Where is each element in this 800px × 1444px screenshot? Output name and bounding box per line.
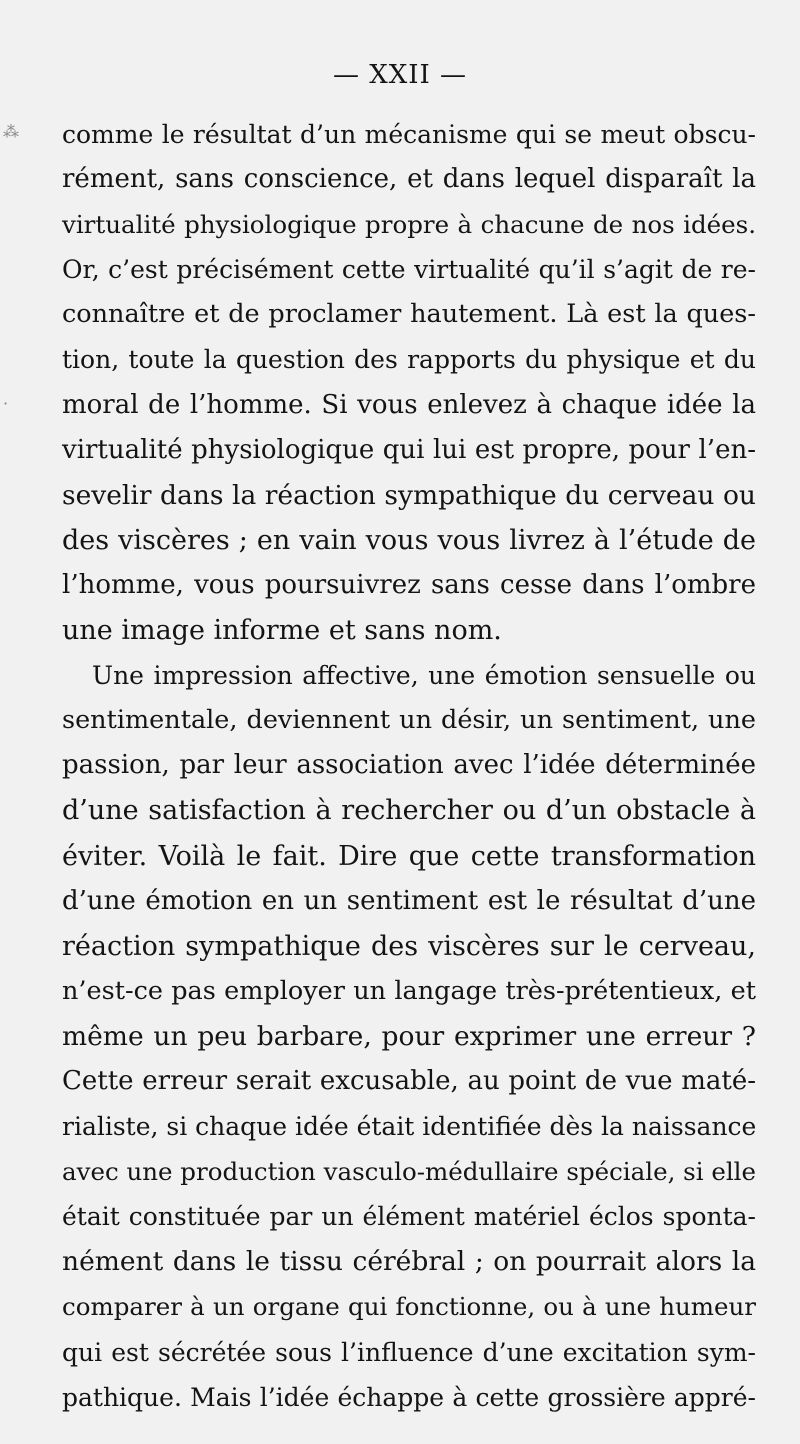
text-line: tion, toute la question des rapports du physique et du — [62, 345, 756, 375]
body-text — [62, 112, 756, 1420]
text-line: l’homme, vous poursuivrez sans cesse dans l’ombre — [62, 569, 756, 600]
text-line: n’est-ce pas employer un langage très-prétentieux, et — [62, 975, 756, 1006]
text-line: une image informe et sans nom. — [62, 615, 502, 647]
text-line: avec une production vasculo-médullaire spéciale, si elle — [62, 1157, 757, 1187]
text-line: rément, sans conscience, et dans lequel disparaît la — [62, 164, 756, 195]
text-line: qui est sécrétée sous l’influence d’une excitation sym- — [62, 1337, 756, 1367]
margin-mark: · — [3, 394, 9, 413]
text-line: comme le résultat d’un mécanisme qui se meut obscu- — [62, 120, 756, 149]
text-line: moral de l’homme. Si vous enlevez à chaque idée la — [62, 389, 756, 420]
paragraph — [62, 112, 756, 653]
text-line: virtualité physiologique propre à chacune de nos idées. — [62, 210, 756, 240]
page-number: — XXII — — [332, 60, 468, 90]
text-line: passion, par leur association avec l’idée déterminée — [62, 750, 756, 781]
text-line: virtualité physiologique qui lui est propre, pour l’en- — [62, 434, 756, 465]
margin-mark: ⁂ — [3, 122, 19, 141]
text-line: sentimentale, deviennent un désir, un sentiment, une — [62, 705, 756, 736]
text-line: éviter. Voilà le fait. Dire que cette transformation — [62, 840, 756, 872]
text-line: même un peu barbare, pour exprimer une erreur ? — [62, 1020, 756, 1052]
text-line: Or, c’est précisément cette virtualité qu’il s’agit de re- — [62, 255, 756, 285]
text-line: Une impression affective, une émotion sensuelle ou — [92, 661, 756, 691]
text-line: Cette erreur serait excusable, au point de vue maté- — [62, 1065, 756, 1096]
text-line: réaction sympathique des viscères sur le cerveau, — [62, 930, 756, 962]
text-line: pathique. Mais l’idée échappe à cette grossière appré- — [62, 1382, 756, 1412]
text-line: comparer à un organe qui fonctionne, ou à une humeur — [62, 1292, 756, 1322]
text-line: était constituée par un élément matériel éclos sponta- — [62, 1202, 756, 1232]
text-line: nément dans le tissu cérébral ; on pourrait alors la — [62, 1246, 756, 1278]
text-line: des viscères ; en vain vous vous livrez à l’étude de — [62, 524, 756, 556]
text-line: d’une satisfaction à rechercher ou d’un obstacle à — [62, 795, 756, 827]
text-line: d’une émotion en un sentiment est le résultat d’une — [62, 885, 756, 916]
text-line: rialiste, si chaque idée était identifiée dès la naissance — [62, 1112, 757, 1142]
text-line: sevelir dans la réaction sympathique du cerveau ou — [62, 479, 756, 511]
text-line: connaître et de proclamer hautement. Là est la ques- — [62, 299, 756, 330]
paragraph — [62, 653, 756, 1420]
